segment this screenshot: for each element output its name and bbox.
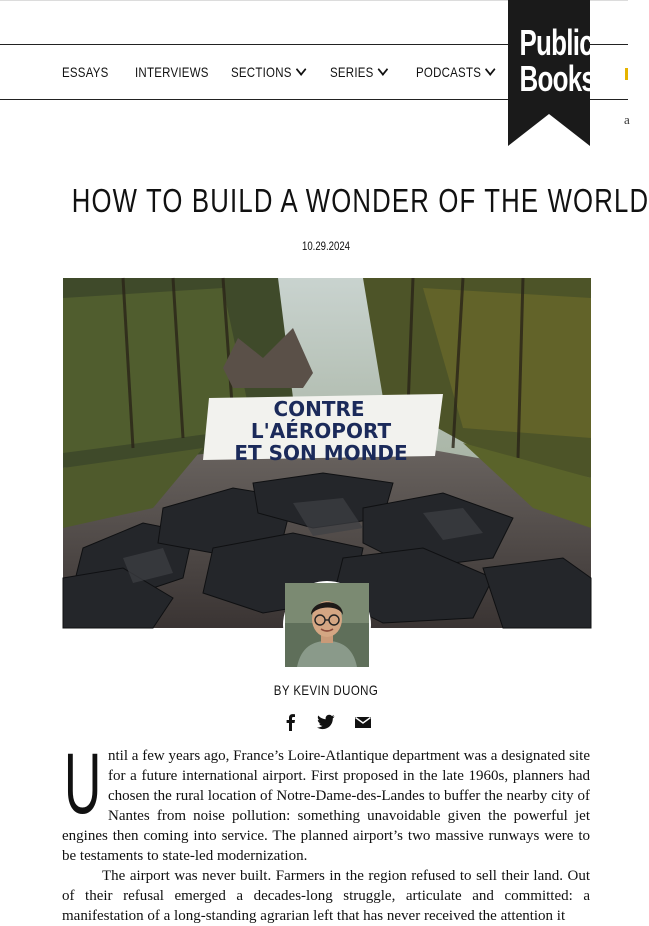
article-date: 10.29.2024: [301, 239, 351, 253]
author-avatar: [283, 581, 371, 669]
logo-text-books: Books: [519, 58, 596, 99]
banner-line-3: ET SON MONDE: [234, 441, 408, 465]
banner-line-2: L'AÉROPORT: [250, 419, 392, 443]
article-body: [62, 736, 590, 926]
article-paragraph: [62, 736, 590, 866]
nav-interviews[interactable]: [135, 45, 209, 99]
nav-sections-label: SECTIONS: [231, 64, 292, 80]
public-books-logo[interactable]: [508, 0, 596, 146]
paragraph-1-text: ntil a few years ago, France’s Loire-Atlantique department was a designated site for a future international airport. First proposed in the late 1960s, planners had chosen the rural location of Notre-Dame-des-Landes to buffer the nearby city of Nantes from noise pollution: something unavoidable given the powerful jet engines then coming into service. The planned airport’s two massive runways were to be testaments to state-led modernization.: [62, 748, 590, 864]
article-title: HOW TO BUILD A WONDER OF THE WORLD: [71, 182, 649, 219]
edge-accent: [625, 68, 628, 80]
nav-series[interactable]: [330, 45, 387, 99]
author-portrait: [285, 583, 369, 667]
article-byline: BY KEVIN DUONG: [273, 682, 379, 698]
hero-image: [63, 278, 591, 628]
nav-sections[interactable]: [231, 45, 305, 99]
chevron-down-icon: [296, 63, 306, 76]
paragraph-2-text: The airport was never built. Farmers in the region refused to sell their land. Out of their refusal emerged a decades-long struggle, articulate and committed: a manifestation of a long-standing agrarian left that has never received the attention it: [62, 868, 590, 924]
twitter-icon[interactable]: [317, 713, 335, 731]
nav-podcasts-label: PODCASTS: [416, 64, 482, 80]
chevron-down-icon: [485, 63, 495, 76]
hero-photo: [63, 278, 591, 628]
nav-series-label: SERIES: [330, 64, 374, 80]
drop-cap: U: [64, 736, 102, 832]
logo-text-public: Public: [519, 22, 593, 63]
facebook-icon[interactable]: [282, 713, 300, 731]
chevron-down-icon: [378, 63, 388, 76]
nav-essays-label: ESSAYS: [62, 64, 109, 80]
nav-interviews-label: INTERVIEWS: [135, 64, 209, 80]
edge-letter: a: [624, 112, 630, 127]
email-icon[interactable]: [354, 713, 372, 731]
banner-line-1: CONTRE: [273, 397, 365, 421]
nav-essays[interactable]: [62, 45, 109, 99]
nav-podcasts[interactable]: [416, 45, 494, 99]
article-paragraph: [62, 866, 590, 926]
